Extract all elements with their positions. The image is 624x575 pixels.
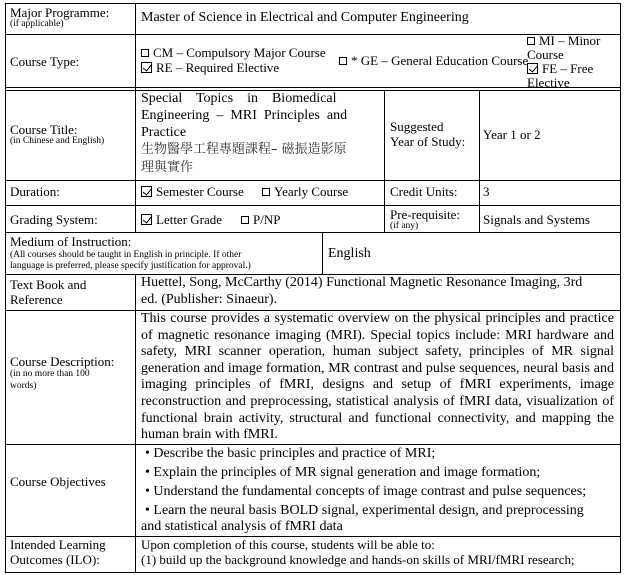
medium-note-line1: (All courses should be taught in English in principle. If other [10, 250, 242, 260]
ilo-label-cont: Outcomes (ILO): [10, 552, 100, 567]
table-border-bottom [5, 572, 621, 573]
course-type-option-fe: FE – Free [527, 62, 593, 76]
bullet-icon: • [145, 503, 150, 518]
checkbox-fe[interactable] [527, 63, 538, 74]
grading-label: Grading System: [10, 212, 98, 227]
bullet-icon: • [145, 465, 150, 480]
objective-item-continuation: and statistical analysis of fMRI data [141, 519, 343, 534]
ilo-intro: Upon completion of this course, students will be able to: [141, 537, 435, 552]
column-divider [322, 232, 323, 274]
course-type-option-mi-cont: Course [527, 47, 564, 62]
course-title-english-line3: Practice [141, 125, 187, 140]
medium-label: Medium of Instruction: [10, 234, 132, 249]
bullet-icon: • [145, 484, 150, 499]
course-title-english-line2: Engineering – MRI Principles and [141, 108, 348, 123]
suggested-year-value: Year 1 or 2 [483, 127, 541, 142]
checkbox-yearly[interactable] [262, 188, 270, 196]
course-type-option-cm: CM – Compulsory Major Course [141, 46, 326, 60]
description-sublabel-cont: words) [10, 381, 37, 391]
course-title-chinese-line2: 理與實作 [141, 160, 194, 175]
course-type-label: Course Type: [10, 54, 80, 69]
column-divider [135, 274, 136, 573]
description-sublabel: (in no more than 100 [10, 369, 90, 379]
duration-yearly-option: Yearly Course [262, 185, 348, 199]
checkbox-re[interactable] [141, 62, 152, 73]
checkbox-cm[interactable] [141, 49, 149, 57]
objective-item: • Describe the basic principles and practice of MRI; [145, 446, 436, 461]
objective-item: • Explain the principles of MR signal generation and image formation; [145, 465, 541, 480]
checkbox-letter-grade[interactable] [141, 214, 152, 225]
medium-note-line2: language is preferred, please specify justification for approval.) [10, 261, 251, 271]
credit-units-label: Credit Units: [390, 184, 458, 199]
credit-units-value: 3 [483, 184, 490, 199]
course-title-english-line1: Special Topics in Biomedical [141, 91, 337, 106]
ilo-item: (1) build up the background knowledge and hands-on skills of MRI/fMRI research; [141, 552, 575, 567]
course-type-option-ge: * GE – General Education Course [339, 54, 528, 68]
table-border-left [5, 3, 6, 573]
duration-semester-option: Semester Course [141, 185, 244, 199]
prerequisite-sublabel: (if any) [390, 221, 419, 231]
bullet-icon: • [145, 446, 150, 461]
textbook-reference-line1: Huettel, Song, McCarthy (2014) Functional Magnetic Resonance Imaging, 3rd [141, 275, 583, 290]
table-border-top [5, 3, 621, 4]
row-divider [5, 444, 621, 445]
checkbox-semester[interactable] [141, 186, 152, 197]
objective-item: • Learn the neural basis BOLD signal, experimental design, and preprocessing [145, 503, 584, 518]
objectives-label: Course Objectives [10, 474, 106, 489]
description-text: This course provides a systematic overview on the physical principles and practice of magnetic resonance imaging (MRI). Special topics include: MRI hardware and safety, MRI scanner operation, human subject safety, principles of MR signal generation and image formation, MR contrast and pulse sequences, neural basis and imaging principles of fMRI, designs and setup of fMRI experiments, image reconstruction and preprocessing, statistical analysis of fMRI data, visualization of functional brain activity, structural and functional connectivity, and mapping the human brain with fMRI. [141, 311, 614, 443]
grading-pnp-option: P/NP [241, 213, 280, 227]
medium-value: English [328, 246, 371, 261]
course-title-chinese-line1: 生物醫學工程專題課程– 磁振造影原 [141, 142, 347, 157]
course-type-option-re: RE – Required Elective [141, 61, 279, 75]
column-divider [135, 3, 136, 232]
textbook-reference-line2: ed. (Publisher: Sinaeur). [141, 292, 278, 307]
checkbox-ge[interactable] [339, 57, 347, 65]
course-form [5, 3, 621, 573]
course-type-option-fe-cont: Elective [527, 75, 570, 90]
suggested-year-label: Suggested [390, 119, 444, 134]
course-title-sublabel: (in Chinese and English) [10, 136, 105, 146]
course-title-label: Course Title: [10, 122, 78, 137]
table-border-right [620, 3, 621, 573]
major-programme-label: Major Programme: [10, 5, 110, 20]
objective-item: • Understand the fundamental concepts of image contrast and pulse sequences; [145, 484, 587, 499]
row-divider [5, 232, 621, 233]
duration-label: Duration: [10, 184, 60, 199]
checkbox-mi[interactable] [527, 37, 535, 45]
course-type-option-mi: MI – Minor [527, 34, 600, 48]
grading-letter-option: Letter Grade [141, 213, 222, 227]
description-label: Course Description: [10, 354, 115, 369]
major-programme-sublabel: (if applicable) [10, 19, 64, 29]
prerequisite-label: Pre-requisite: [390, 207, 461, 222]
major-programme-value: Master of Science in Electrical and Computer Engineering [141, 10, 469, 25]
checkbox-pnp[interactable] [241, 216, 249, 224]
textbook-label: Text Book and [10, 277, 87, 292]
prerequisite-value: Signals and Systems [483, 212, 590, 227]
column-divider [479, 90, 480, 232]
suggested-year-label-cont: Year of Study: [390, 134, 466, 149]
textbook-label-cont: Reference [10, 292, 63, 307]
ilo-label: Intended Learning [10, 537, 106, 552]
row-divider [5, 180, 621, 181]
column-divider [384, 90, 385, 232]
row-divider [5, 205, 621, 206]
